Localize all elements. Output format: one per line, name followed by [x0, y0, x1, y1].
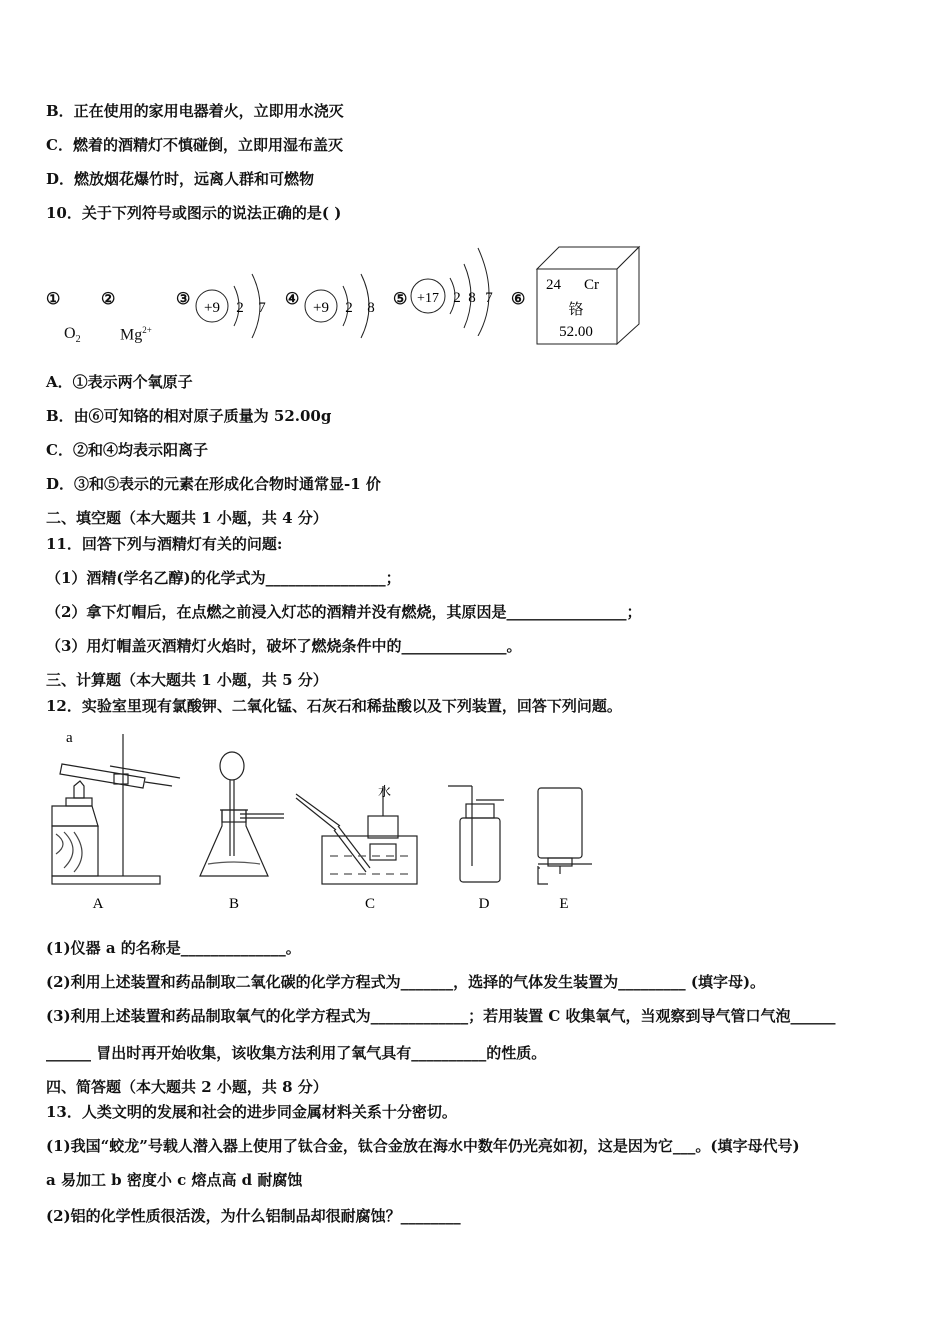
apparatus-label-a: A [92, 896, 104, 912]
q12-part-3-cont: ______ 冒出时再开始收集，该收集方法利用了氧气具有__________的性质。 [46, 1044, 547, 1062]
atom-structure-5 [410, 236, 505, 336]
svg-text:24: 24 [546, 277, 561, 293]
q13-part-2: (2)铝的化学性质很活泼，为什么铝制品却很耐腐蚀？________ [46, 1207, 461, 1225]
q11-part-3: （3）用灯帽盖灭酒精灯火焰时，破坏了燃烧条件中的______________。 [46, 637, 522, 655]
q12-part-1: (1)仪器 a 的名称是______________。 [46, 939, 301, 957]
svg-text:2: 2 [345, 300, 353, 316]
svg-text:+9: +9 [204, 300, 220, 316]
q9-option-d: D．燃放烟花爆竹时，远离人群和可燃物 [46, 170, 315, 188]
atom-structure-3 [194, 262, 274, 342]
section-2-heading: 二、填空题（本大题共 1 小题，共 4 分） [46, 509, 328, 527]
q9-option-c: C．燃着的酒精灯不慎碰倒，立即用湿布盖灭 [46, 136, 343, 154]
oxygen-symbol: $O_2$ [64, 325, 81, 346]
q11-stem: 11．回答下列与酒精灯有关的问题: [46, 535, 283, 553]
svg-text:铬: 铬 [568, 302, 584, 318]
q12-part-3: (3)利用上述装置和药品制取氧气的化学方程式为_____________；若用装置 C 收集氧气，当观察到导气管口气泡______ [46, 1007, 836, 1025]
svg-text:Cr: Cr [584, 277, 599, 293]
label-2: ② [101, 289, 116, 308]
q12-part-2: (2)利用上述装置和药品制取二氧化碳的化学方程式为_______，选择的气体发生装置为_________ (填字母)。 [46, 973, 766, 991]
svg-text:+9: +9 [313, 300, 329, 316]
svg-text:52.00: 52.00 [559, 324, 593, 340]
label-5: ⑤ [393, 289, 408, 308]
svg-text:水: 水 [378, 784, 392, 799]
svg-text:7: 7 [258, 300, 266, 316]
atom-structure-4 [303, 262, 383, 342]
label-1: ① [46, 289, 61, 308]
q10-stem: 10．关于下列符号或图示的说法正确的是( ) [46, 204, 342, 222]
q10-option-b: B．由⑥可知铬的相对原子质量为 52.00g [46, 407, 332, 425]
svg-text:7: 7 [485, 290, 493, 306]
apparatus-label-d: D [478, 896, 490, 912]
section-4-heading: 四、简答题（本大题共 2 小题，共 8 分） [46, 1078, 328, 1096]
svg-text:2: 2 [453, 290, 461, 306]
svg-text:8: 8 [367, 300, 375, 316]
lab-apparatus-figure [40, 726, 610, 916]
label-4: ④ [285, 289, 300, 308]
magnesium-ion-symbol: $Mg^{2+}$ [120, 325, 152, 344]
q10-option-d: D．③和⑤表示的元素在形成化合物时通常显-1 价 [46, 475, 381, 493]
apparatus-label-c: C [364, 896, 376, 912]
apparatus-label-e: E [559, 896, 569, 912]
svg-text:8: 8 [468, 290, 476, 306]
q11-part-1: （1）酒精(学名乙醇)的化学式为________________； [46, 569, 401, 587]
q13-stem: 13．人类文明的发展和社会的进步同金属材料关系十分密切。 [46, 1103, 457, 1121]
q11-part-2: （2）拿下灯帽后，在点燃之前浸入灯芯的酒精并没有燃烧，其原因是________________； [46, 603, 642, 621]
svg-text:a: a [66, 730, 73, 746]
chromium-element-cell [534, 244, 644, 348]
label-3: ③ [176, 289, 191, 308]
svg-text:2: 2 [236, 300, 244, 316]
q12-stem: 12．实验室里现有氯酸钾、二氧化锰、石灰石和稀盐酸以及下列装置，回答下列问题。 [46, 697, 622, 715]
q10-option-a: A．①表示两个氧原子 [46, 373, 193, 391]
q9-option-b: B．正在使用的家用电器着火，立即用水浇灭 [46, 102, 344, 120]
label-6: ⑥ [511, 289, 526, 308]
svg-text:+17: +17 [417, 291, 439, 306]
section-3-heading: 三、计算题（本大题共 1 小题，共 5 分） [46, 671, 328, 689]
q13-part-1: (1)我国“蛟龙”号载人潜入器上使用了钛合金，钛合金放在海水中数年仍光亮如初，这是因为它___。(填字母代号) [46, 1137, 800, 1155]
apparatus-label-b: B [228, 896, 240, 912]
q10-option-c: C．②和④均表示阳离子 [46, 441, 208, 459]
q13-options: a 易加工 b 密度小 c 熔点高 d 耐腐蚀 [46, 1171, 303, 1189]
